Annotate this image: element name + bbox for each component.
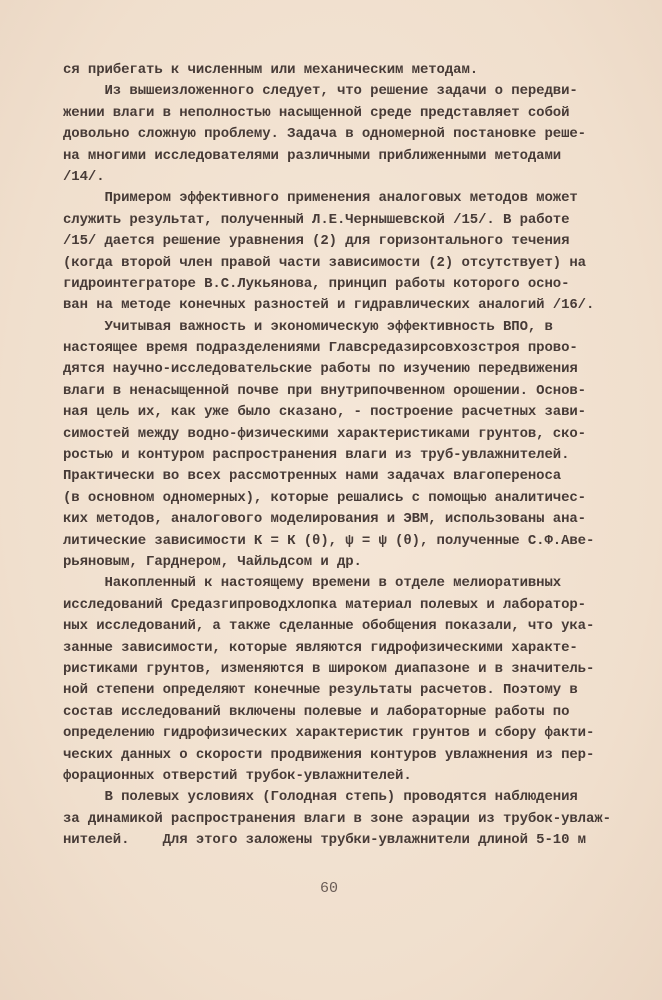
text-line: ристиками грунтов, изменяются в широком диапазоне и в значитель- [63, 660, 595, 677]
text-line: /14/. [63, 168, 105, 185]
page-number: 60 [320, 880, 339, 897]
text-line: ростью и контуром распространения влаги из труб-увлажнителей. [63, 447, 570, 464]
text-line: (в основном одномерных), которые решались с помощью аналитичес- [63, 489, 586, 506]
text-line: ных исследований, а также сделанные обобщения показали, что ука- [63, 618, 595, 635]
text-line: форационных отверстий трубок-увлажнителей. [63, 767, 412, 784]
text-line: довольно сложную проблему. Задача в одномерной постановке реше- [63, 126, 586, 143]
text-line: на многими исследователями различными приближенными методами [63, 147, 562, 164]
text-line: жении влаги в неполностью насыщенной среде представляет собой [63, 104, 570, 121]
text-line: ная цель их, как уже было сказано, - построение расчетных зави- [63, 404, 586, 421]
text-line: занные зависимости, которые являются гидрофизическими характе- [63, 639, 578, 656]
text-line: Из вышеизложенного следует, что решение задачи о передви- [63, 83, 578, 100]
text-line: ной степени определяют конечные результаты расчетов. Поэтому в [63, 682, 578, 699]
text-line: Примером эффективного применения аналоговых методов может [63, 190, 578, 207]
text-line: (когда второй член правой части зависимости (2) отсутствует) на [63, 254, 586, 271]
text-line: нителей. Для этого заложены трубки-увлажнители длиной 5-10 м [63, 832, 586, 849]
text-line: настоящее время подразделениями Главсредазирсовхозстроя прово- [63, 340, 578, 357]
text-line: определению гидрофизических характеристик грунтов и сбору факти- [63, 725, 595, 742]
text-line: влаги в ненасыщенной почве при внутрипочвенном орошении. Основ- [63, 382, 586, 399]
text-line: В полевых условиях (Голодная степь) проводятся наблюдения [63, 789, 578, 806]
text-line: ван на методе конечных разностей и гидравлических аналогий /16/. [63, 297, 595, 314]
body-text [63, 60, 643, 851]
text-line: Практически во всех рассмотренных нами задачах влагопереноса [63, 468, 562, 485]
text-line: Накопленный к настоящему времени в отделе мелиоративных [63, 575, 562, 592]
text-line: за динамикой распространения влаги в зоне аэрации из трубок-увлаж- [63, 810, 611, 827]
text-line: ся прибегать к численным или механическим методам. [63, 62, 479, 78]
text-line: исследований Средазгипроводхлопка материал полевых и лаборатор- [63, 596, 586, 613]
text-line: /15/ дается решение уравнения (2) для горизонтального течения [63, 233, 570, 250]
text-line: гидроинтеграторе В.С.Лукьянова, принцип работы которого осно- [63, 275, 570, 292]
text-line: литические зависимости К = К (θ), ψ = ψ (θ), полученные С.Ф.Аве- [63, 532, 595, 549]
text-line: дятся научно-исследовательские работы по изучению передвижения [63, 361, 578, 378]
text-line: служить результат, полученный Л.Е.Чернышевской /15/. В работе [63, 211, 570, 228]
text-line: состав исследований включены полевые и лабораторные работы по [63, 703, 570, 720]
text-line: симостей между водно-физическими характеристиками грунтов, ско- [63, 425, 586, 442]
text-line: рьяновым, Гарднером, Чайльдсом и др. [63, 553, 362, 570]
text-line: Учитывая важность и экономическую эффективность ВПО, в [63, 318, 553, 335]
text-line: ческих данных о скорости продвижения контуров увлажнения из пер- [63, 746, 595, 763]
text-line: ких методов, аналогового моделирования и ЭВМ, использованы ана- [63, 511, 586, 528]
